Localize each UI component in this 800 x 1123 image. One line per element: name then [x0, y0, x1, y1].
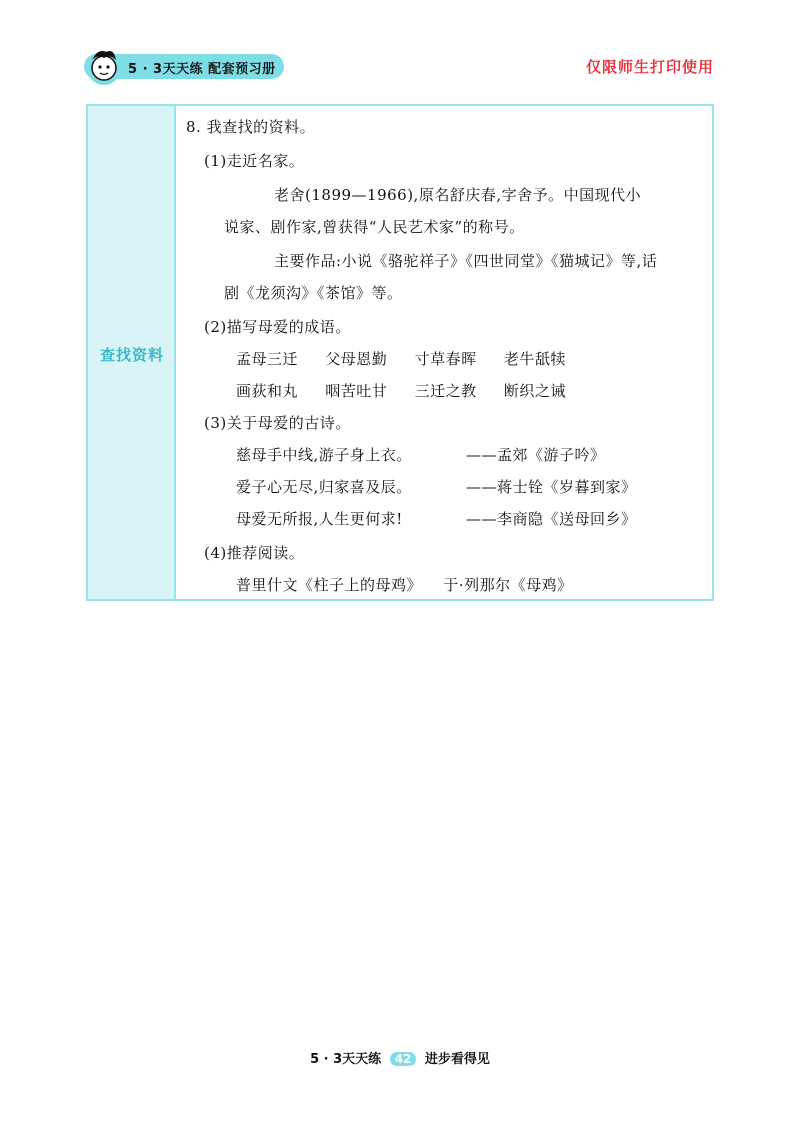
idiom: 父母恩勤 [325, 350, 388, 368]
mascot-icon [84, 44, 124, 88]
idiom: 三迁之教 [414, 382, 477, 400]
poem-verse: 爱子心无尽,归家喜及辰。 [236, 478, 412, 496]
poem-source: ——蒋士铨《岁暮到家》 [466, 478, 637, 496]
idiom-row-2 [236, 380, 588, 401]
idiom: 断织之诫 [503, 382, 566, 400]
author-intro-line2: 说家、剧作家,曾获得“人民艺术家”的称号。 [224, 218, 525, 236]
poem-line [236, 476, 637, 497]
poem-line [236, 444, 606, 465]
header-banner-text: 5 · 3天天练 配套预习册 [128, 62, 276, 77]
footer-slogan: 进步看得见 [424, 1052, 490, 1067]
content-cell [176, 106, 712, 599]
reading-list [236, 574, 589, 595]
works-line2: 剧《龙须沟》《茶馆》等。 [224, 284, 403, 302]
idiom: 寸草春晖 [414, 350, 477, 368]
page-number: 42 [390, 1052, 417, 1066]
section-3-heading: (3)关于母爱的古诗。 [204, 414, 351, 432]
idiom: 画荻和丸 [236, 382, 299, 400]
idiom: 老牛舐犊 [503, 350, 566, 368]
section-4-heading: (4)推荐阅读。 [204, 544, 305, 562]
idiom: 孟母三迁 [236, 350, 299, 368]
question-title: 8. 我查找的资料。 [186, 118, 316, 136]
poem-line [236, 508, 637, 529]
idiom-row-1 [236, 348, 588, 369]
side-label: 查找资料 [99, 346, 164, 364]
author-intro-line1: 老舍(1899—1966),原名舒庆春,字舍予。中国现代小 [274, 186, 642, 204]
poem-verse: 母爱无所报,人生更何求! [236, 510, 403, 528]
book-title: 于·列那尔《母鸡》 [443, 576, 573, 594]
page-footer [0, 1048, 800, 1067]
section-1-heading: (1)走近名家。 [204, 152, 305, 170]
section-2-heading: (2)描写母爱的成语。 [204, 318, 351, 336]
footer-brand: 5 · 3天天练 [310, 1052, 382, 1067]
poem-source: ——李商隐《送母回乡》 [466, 510, 637, 528]
print-notice: 仅限师生打印使用 [585, 58, 714, 76]
material-table [86, 104, 714, 601]
poem-source: ——孟郊《游子吟》 [466, 446, 606, 464]
idiom: 咽苦吐甘 [325, 382, 388, 400]
works-line1: 主要作品:小说《骆驼祥子》《四世同堂》《猫城记》等,话 [274, 252, 658, 270]
side-cell [88, 106, 176, 599]
book-title: 普里什文《柱子上的母鸡》 [236, 576, 423, 594]
poem-verse: 慈母手中线,游子身上衣。 [236, 446, 412, 464]
